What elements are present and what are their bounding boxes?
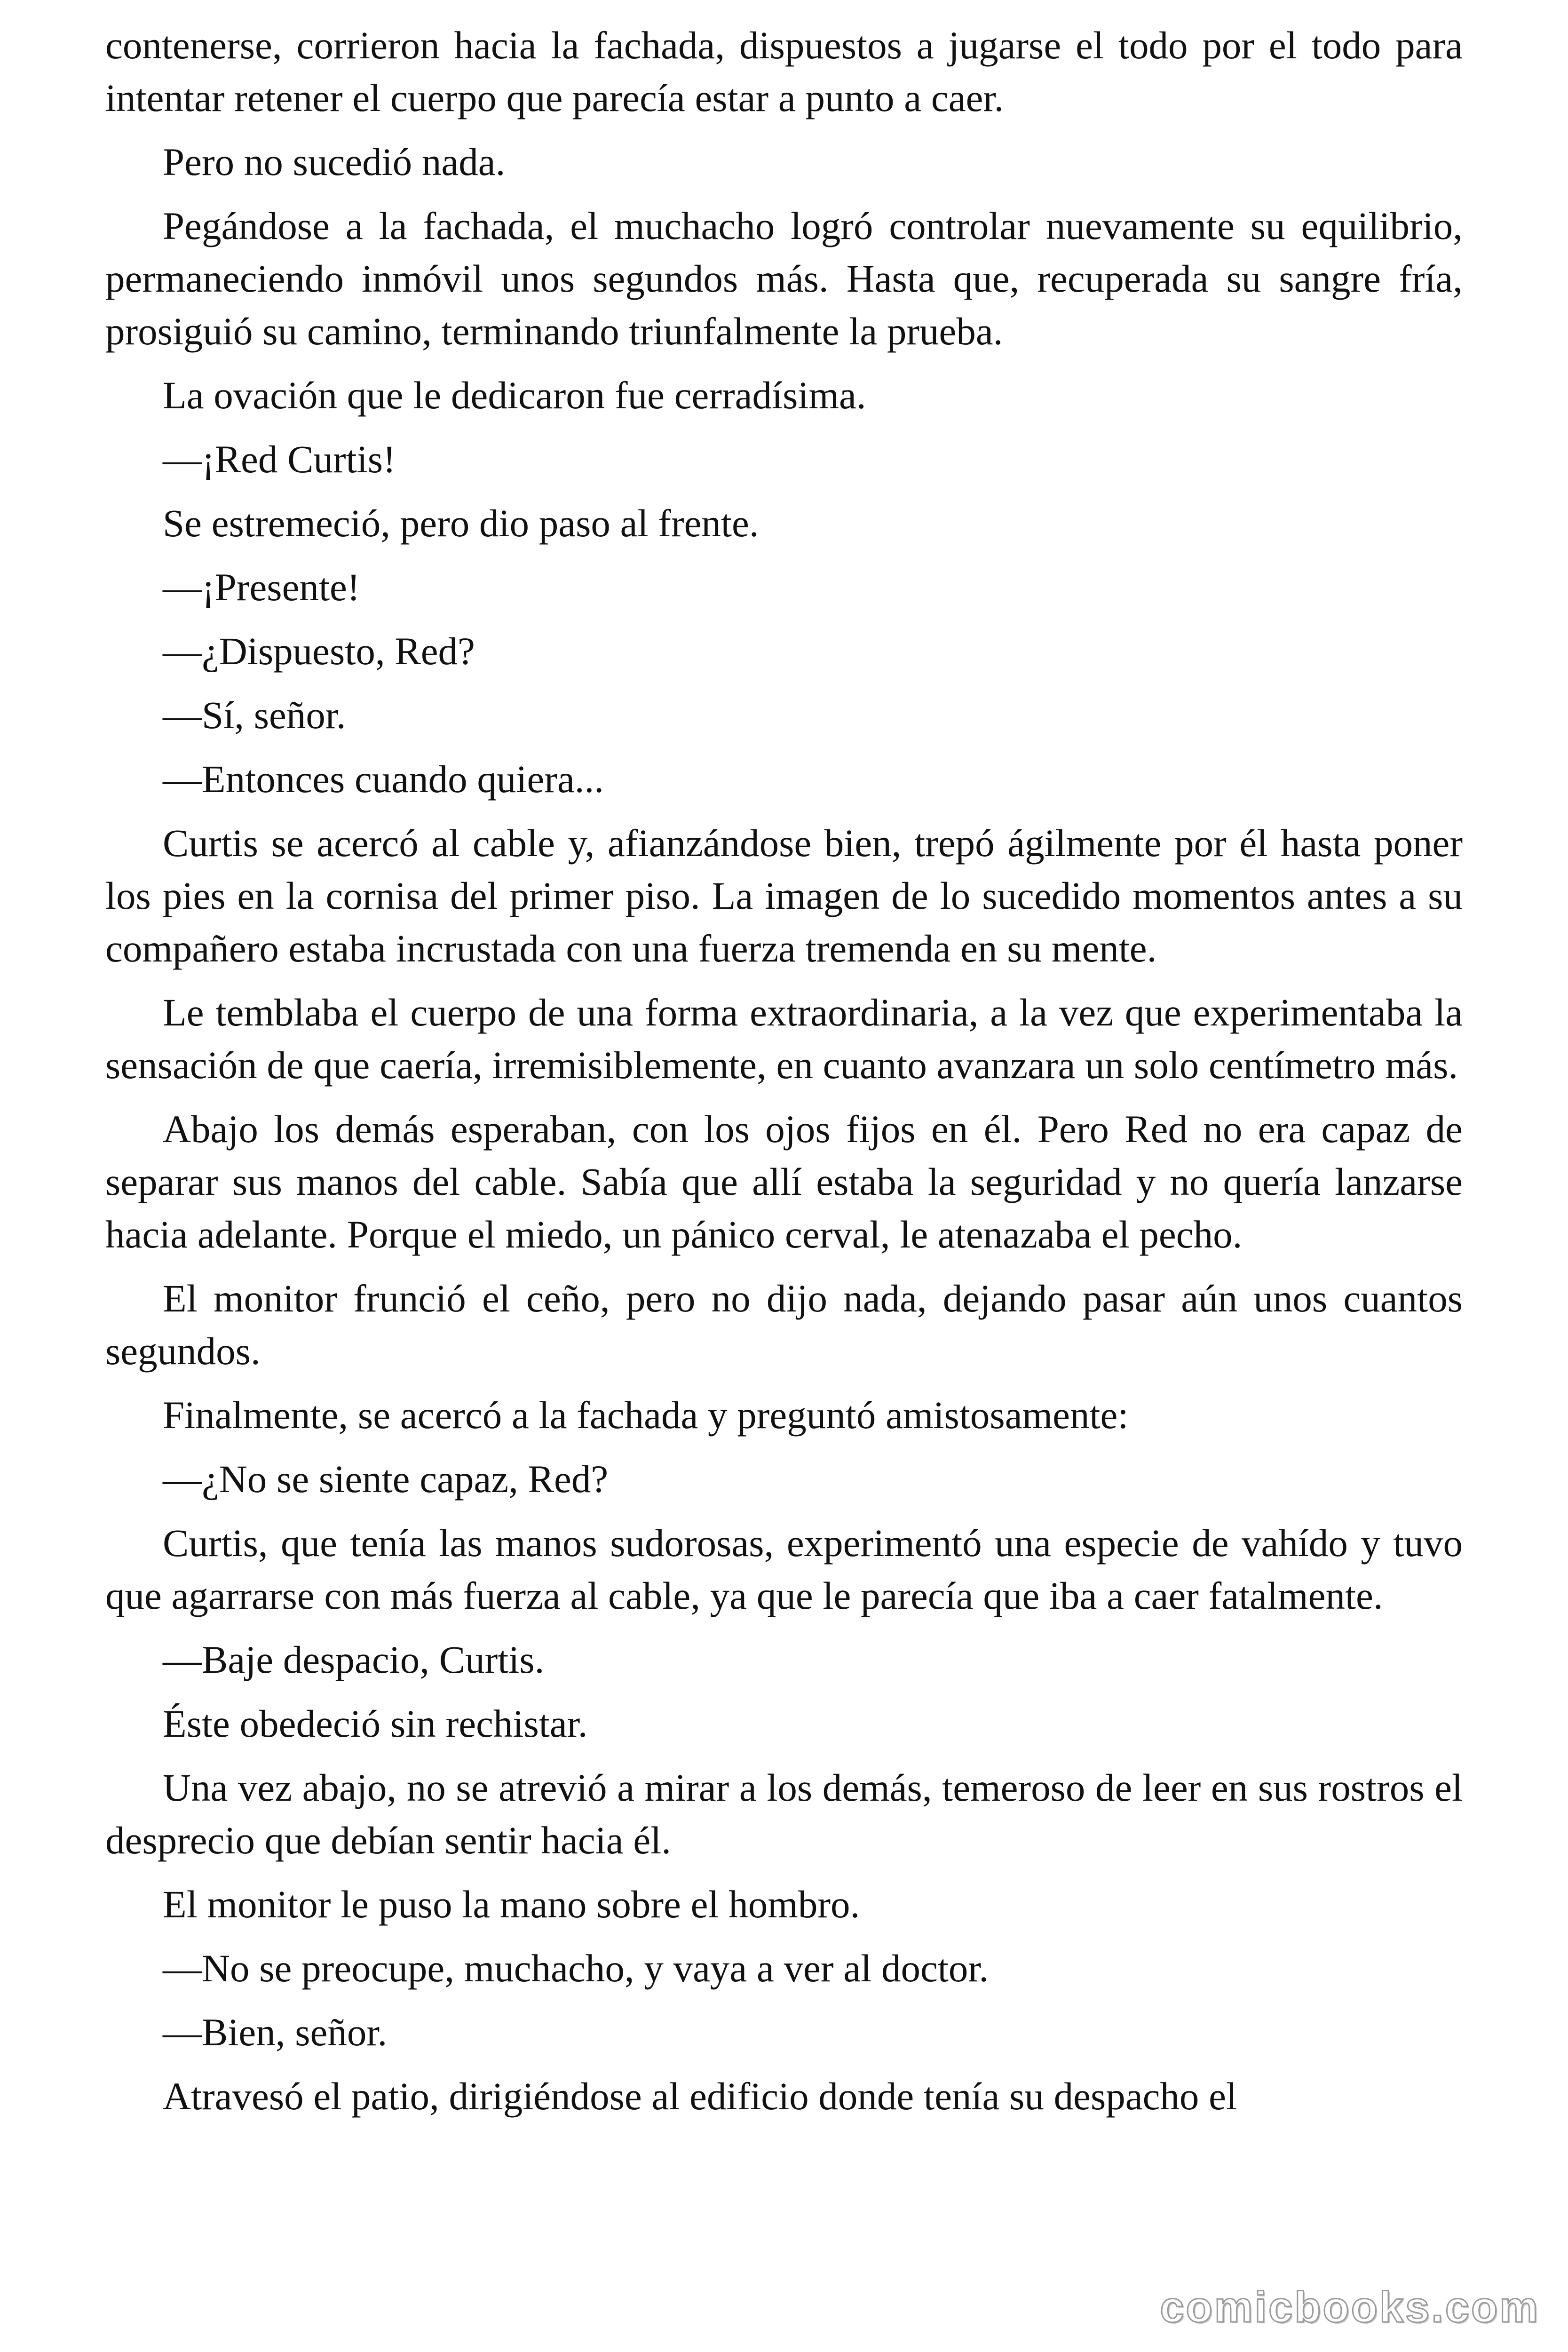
paragraph: Le temblaba el cuerpo de una forma extraordinaria, a la vez que experimentaba la sensación de que caería, irremisiblemente, en cuanto avanzara un solo centímetro más.	[105, 991, 1463, 1087]
paragraph: El monitor frunció el ceño, pero no dijo nada, dejando pasar aún unos cuantos segundos.	[105, 1277, 1463, 1373]
paragraph: Abajo los demás esperaban, con los ojos fijos en él. Pero Red no era capaz de separar sus manos del cable. Sabía que allí estaba la seguridad y no quería lanzarse hacia adelante. Porque el miedo, un pánico cerval, le atenazaba el pecho.	[105, 1107, 1463, 1256]
paragraph: Curtis se acercó al cable y, afianzándose bien, trepó ágilmente por él hasta poner los pies en la cornisa del primer piso. La imagen de lo sucedido momentos antes a su compañero estaba incrustada con una fuerza tremenda en su mente.	[105, 821, 1463, 970]
paragraph: Curtis, que tenía las manos sudorosas, experimentó una especie de vahído y tuvo que agarrarse con más fuerza al cable, ya que le parecía que iba a caer fatalmente.	[105, 1521, 1463, 1617]
paragraph: Pegándose a la fachada, el muchacho logró controlar nuevamente su equilibrio, permaneciendo inmóvil unos segundos más. Hasta que, recuperada su sangre fría, prosiguió su camino, terminando triunfalmente la prueba.	[105, 204, 1463, 353]
paragraph: Pero no sucedió nada.	[163, 140, 506, 183]
paragraph: Se estremeció, pero dio paso al frente.	[163, 501, 759, 545]
dialogue-line: —¿No se siente capaz, Red?	[163, 1457, 609, 1501]
dialogue-line: —Baje despacio, Curtis.	[163, 1638, 545, 1681]
paragraph: Éste obedeció sin rechistar.	[163, 1702, 588, 1745]
paragraph: Finalmente, se acercó a la fachada y preguntó amistosamente:	[163, 1393, 1129, 1437]
dialogue-line: —¡Red Curtis!	[163, 437, 396, 481]
dialogue-line: —No se preocupe, muchacho, y vaya a ver al doctor.	[163, 1947, 989, 1990]
paragraph: El monitor le puso la mano sobre el hombro.	[163, 1883, 860, 1926]
book-page-text	[105, 19, 1463, 2134]
paragraph: La ovación que le dedicaron fue cerradísima.	[163, 373, 866, 417]
dialogue-line: —¡Presente!	[163, 565, 360, 609]
dialogue-line: —Sí, señor.	[163, 693, 346, 737]
paragraph: Atravesó el patio, dirigiéndose al edificio donde tenía su despacho el	[163, 2074, 1237, 2118]
paragraph: Una vez abajo, no se atrevió a mirar a los demás, temeroso de leer en sus rostros el desprecio que debían sentir hacia él.	[105, 1766, 1463, 1862]
dialogue-line: —Entonces cuando quiera...	[163, 757, 604, 801]
watermark: comicbooks.com	[1160, 2283, 1540, 2331]
dialogue-line: —¿Dispuesto, Red?	[163, 629, 475, 673]
dialogue-line: —Bien, señor.	[163, 2010, 388, 2054]
paragraph: contenerse, corrieron hacia la fachada, dispuestos a jugarse el todo por el todo para intentar retener el cuerpo que parecía estar a punto a caer.	[105, 24, 1463, 119]
